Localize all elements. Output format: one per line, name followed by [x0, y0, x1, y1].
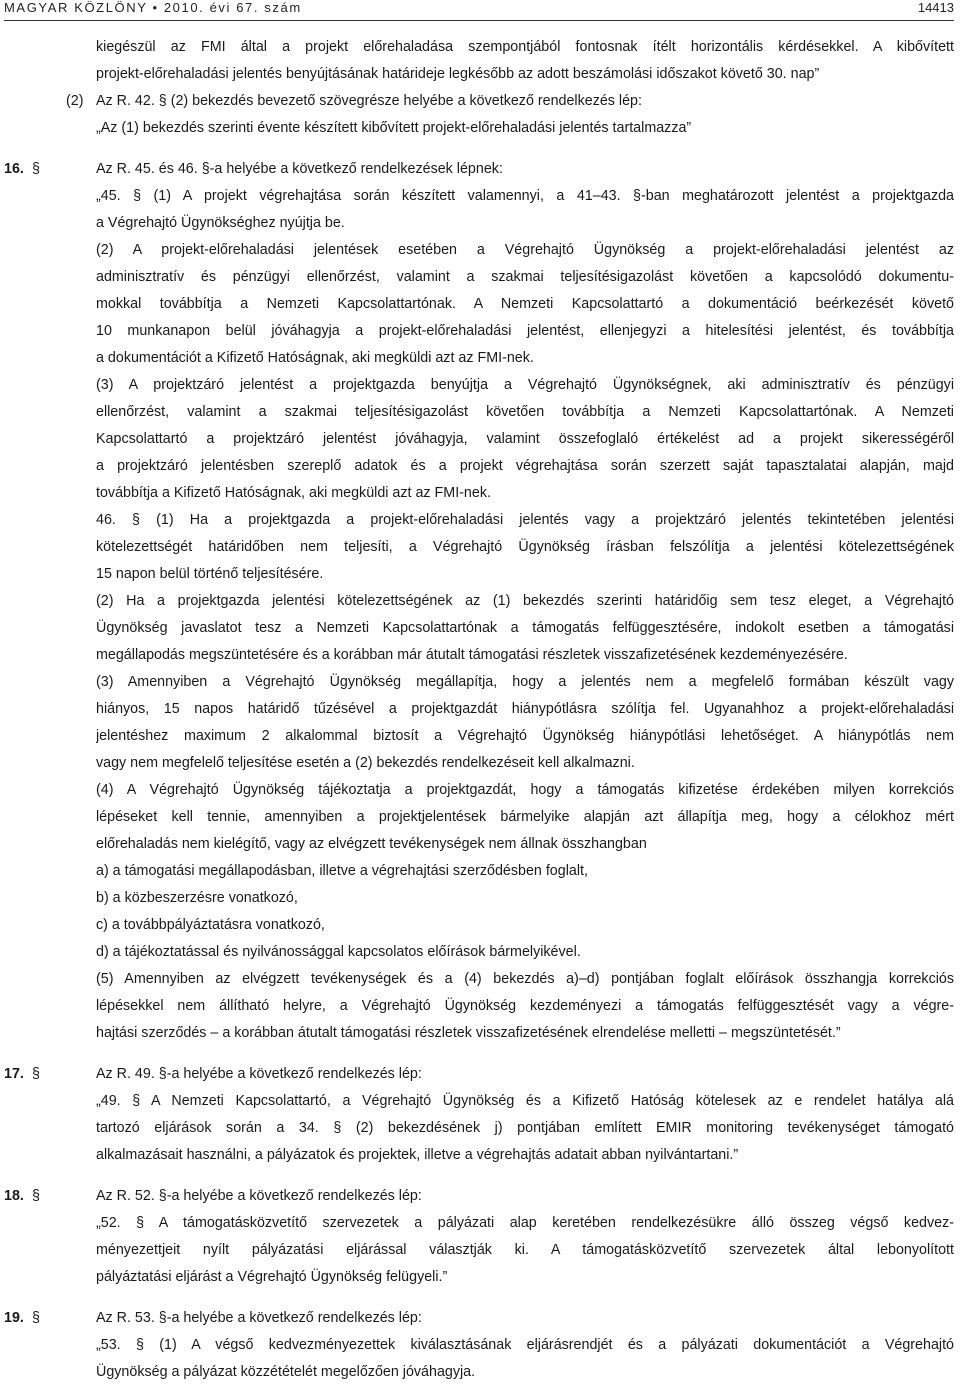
text-line: alkalmazásait használni, a pályázatok és projektek, illetve a végrehajtás adatait abban nyilvántartani.” — [96, 1147, 739, 1163]
section-gap — [0, 1291, 960, 1305]
text-line: a projektzáró jelentésben szereplő adatok és a projekt végrehajtása során szerzett saját tapasztalatai alapján, majd — [96, 458, 954, 474]
text-line: (3) Amennyiben a Végrehajtó Ügynökség megállapítja, hogy a jelentés nem a megfelelő formában készült vagy — [96, 674, 954, 690]
publication-title: MAGYAR KÖZLÖNY • 2010. évi 67. szám — [4, 0, 302, 15]
text-line: (2) A projekt-előrehaladási jelentések esetében a Végrehajtó Ügynökség a projekt-előrehaladási jelentést az — [96, 242, 954, 258]
text-line: 10 munkanapon belül jóváhagyja a projekt-előrehaladási jelentést, ellenjegyzi a hitelesítési jelentést, és továbbítja — [96, 323, 954, 339]
text-line: Az R. 42. § (2) bekezdés bevezető szövegrésze helyébe a következő rendelkezés lép: — [96, 93, 642, 109]
section-number: 16. — [4, 161, 24, 177]
text-line: pályáztatási eljárást a Végrehajtó Ügynökség felügyeli.” — [96, 1269, 448, 1285]
continuation-paragraph — [96, 34, 954, 88]
text-line: Az R. 45. és 46. §-a helyébe a következő rendelkezések lépnek: — [96, 161, 503, 177]
document-body — [0, 34, 960, 1386]
section-item — [0, 156, 960, 1047]
text-line: Az R. 52. §-a helyébe a következő rendelkezés lép: — [96, 1188, 422, 1204]
subsection-2 — [0, 88, 960, 142]
text-line: (4) A Végrehajtó Ügynökség tájékoztatja a projektgazdát, hogy a támogatás kifizetése érdekében milyen korrekciós — [96, 782, 954, 798]
section-text — [96, 1061, 954, 1169]
text-line: „45. § (1) A projekt végrehajtása során készített valamennyi, a 41–43. §-ban meghatározott jelentést a projektgazda — [96, 188, 954, 204]
section-gap — [0, 1169, 960, 1183]
text-line: Ügynökség a pályázat közzétételét megelőzően jóváhagyja. — [96, 1364, 476, 1380]
text-line: „Az (1) bekezdés szerinti évente készített kibővített projekt-előrehaladási jelentés tartalmazza” — [96, 120, 692, 136]
section-text — [96, 1183, 954, 1291]
section-gap — [0, 1047, 960, 1061]
page-number: 14413 — [917, 0, 954, 15]
section-item — [0, 1061, 960, 1169]
text-line: lépéseket kell tennie, amennyiben a projektjelentések bármelyike alapján azt állapítja meg, hogy a célokhoz mért — [96, 809, 954, 825]
text-line: c) a továbbpályáztatásra vonatkozó, — [96, 917, 325, 933]
text-line: a) a támogatási megállapodásban, illetve a végrehajtási szerződésben foglalt, — [96, 863, 588, 879]
section-sign: § — [32, 161, 40, 177]
text-line: tartozó eljárások során a 34. § (2) bekezdésének j) pontjában említett EMIR monitoring tevékenységet támogató — [96, 1120, 954, 1136]
text-line: Az R. 53. §-a helyébe a következő rendelkezés lép: — [96, 1310, 422, 1326]
section-text — [96, 1305, 954, 1386]
text-line: vagy nem megfelelő teljesítése esetén a (2) bekezdés rendelkezéseit kell alkalmazni. — [96, 755, 635, 771]
text-line: b) a közbeszerzésre vonatkozó, — [96, 890, 298, 906]
text-line: „52. § A támogatásközvetítő szervezetek a pályázati alap keretében rendelkezésükre álló összeg végső kedvez- — [96, 1215, 954, 1231]
text-line: (5) Amennyiben az elvégzett tevékenységek és a (4) bekezdés a)–d) pontjában foglalt előírások összhangja korrekciós — [96, 971, 954, 987]
section-number: 17. — [4, 1066, 24, 1082]
text-line: d) a tájékoztatással és nyilvánossággal kapcsolatos előírások bármelyikével. — [96, 944, 581, 960]
section-sign: § — [32, 1188, 40, 1204]
section-number: 19. — [4, 1310, 24, 1326]
text-line: a dokumentációt a Kifizető Hatóságnak, aki megküldi azt az FMI-nek. — [96, 350, 534, 366]
text-line: a Végrehajtó Ügynökséghez nyújtja be. — [96, 215, 345, 231]
section-item — [0, 1183, 960, 1291]
text-line: jelentéshez maximum 2 alkalommal biztosít a Végrehajtó Ügynökség hiánypótlási lehetőséget. A hiánypótlás nem — [96, 728, 954, 744]
text-line: „53. § (1) A végső kedvezményezettek kiválasztásának eljárásrendjét és a pályázati dokumentációt a Végrehajtó — [96, 1337, 954, 1353]
text-line: előrehaladás nem kielégítő, vagy az elvégzett tevékenységek nem állnak összhangban — [96, 836, 647, 852]
section-sign: § — [32, 1310, 40, 1326]
text-line: (3) A projektzáró jelentést a projektgazda benyújtja a Végrehajtó Ügynökségnek, aki adminisztratív és pénzügyi — [96, 377, 954, 393]
text-line: Kapcsolattartó a projektzáró jelentést jóváhagyja, valamint összefoglaló értékelést ad a projekt sikerességéről — [96, 431, 954, 447]
text-line: megállapodás megszüntetésére és a korábban már átutalt támogatási részletek visszafizetésének kezdeményezésére. — [96, 647, 848, 663]
section-item — [0, 1305, 960, 1386]
text-line: kiegészül az FMI által a projekt előrehaladása szempontjából fontosnak ítélt horizontális kérdésekkel. A kibővített — [96, 39, 954, 55]
text-line: Ügynökség javaslatot tesz a Nemzeti Kapcsolattartónak a támogatás felfüggesztésére, indokolt esetben a támogatási — [96, 620, 954, 636]
section-number: 18. — [4, 1188, 24, 1204]
text-line: mokkal továbbítja a Nemzeti Kapcsolattartónak. A Nemzeti Kapcsolattartó a dokumentáció beérkezését követő — [96, 296, 954, 312]
text-line: 46. § (1) Ha a projektgazda a projekt-előrehaladási jelentés vagy a projektzáró jelentés tekintetében jelentési — [96, 512, 954, 528]
text-line: hajtási szerződés – a korábban átutalt támogatási részletek visszafizetésének elrendelése melletti – megszüntetését.” — [96, 1025, 841, 1041]
text-line: hiányos, 15 napos határidő tűzésével a projektgazdát hiánypótlásra szólítja fel. Ugyanahhoz a projekt-előrehaladási — [96, 701, 954, 717]
text-line: ellenőrzést, valamint a szakmai teljesítésigazolást követően továbbítja a Nemzeti Kapcsolattartónak. A Nemzeti — [96, 404, 954, 420]
text-line: ményezettjeit nyílt pályázatási eljárással választják ki. A támogatásközvetítő szervezetek által lebonyolított — [96, 1242, 954, 1258]
text-line: „49. § A Nemzeti Kapcsolattartó, a Végrehajtó Ügynökség és a Kifizető Hatóság kötelesek az e rendelet hatálya alá — [96, 1093, 954, 1109]
section-gap — [0, 142, 960, 156]
section-sign: § — [32, 1066, 40, 1082]
text-line: adminisztratív és pénzügyi ellenőrzést, valamint a szakmai teljesítésigazolást követően a kapcsolódó dokumentu- — [96, 269, 954, 285]
text-line: továbbítja a Kifizető Hatóságnak, aki megküldi azt az FMI-nek. — [96, 485, 491, 501]
text-line: lépésekkel nem állítható helyre, a Végrehajtó Ügynökség kezdeményezi a támogatás felfüggesztését vagy a végre- — [96, 998, 954, 1014]
subsection-label: (2) — [66, 93, 84, 109]
text-line: (2) Ha a projektgazda jelentési kötelezettségének az (1) bekezdés szerinti határidőig sem tesz eleget, a Végrehajtó — [96, 593, 954, 609]
text-line: kötelezettségét határidőben nem teljesíti, a Végrehajtó Ügynökség írásban felszólítja a jelentési kötelezettségének — [96, 539, 954, 555]
section-list — [0, 142, 960, 1386]
text-line: Az R. 49. §-a helyébe a következő rendelkezés lép: — [96, 1066, 422, 1082]
text-line: 15 napon belül történő teljesítésére. — [96, 566, 324, 582]
section-text — [96, 156, 954, 1047]
text-line: projekt-előrehaladási jelentés benyújtásának határideje legkésőbb az adott beszámolási időszakot követő 30. nap” — [96, 66, 820, 82]
page-header — [4, 0, 954, 21]
